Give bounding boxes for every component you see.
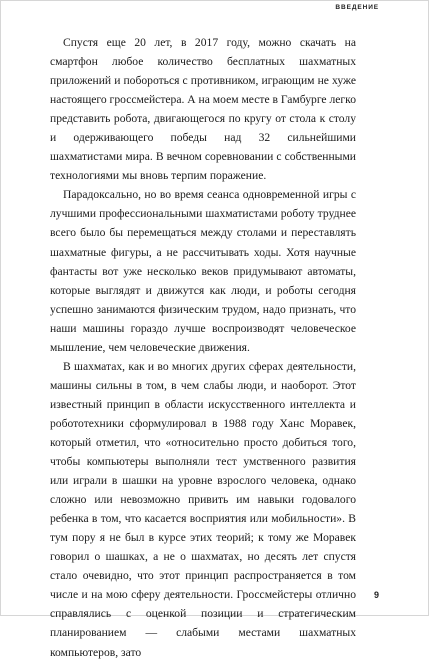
paragraph-2: Парадоксально, но во время сеанса одновременной игры с лучшими профессиональными шахматистами роботу труднее всего было бы перемещаться между столами и переставлять шахматные фигуры, а не рассчитывать ходы. Хотя научные фантасты вот уже несколько веков придумывают автоматы, которые выглядят и движутся как люди, и роботы сегодня успешно занимаются физическим трудом, надо признать, что наши машины гораздо лучше воспроизводят человеческое мышление, чем человеческие движения.: [50, 188, 356, 354]
running-head: ВВЕДЕНИЕ: [335, 4, 379, 11]
paragraph-3: В шахматах, как и во многих других сферах деятельности, машины сильны в том, в чем слабы люди, и наоборот. Этот известный принцип в области искусственного интеллекта и робототехники сформулировал в 1988 году Ханс Моравек, который отметил, что «относительно просто добиться того, чтобы компьютеры выполняли тест умственного развития или играли в шашки на уровне взрослого человека, однако сложно или невозможно привить им навыки годовалого ребенка в том, что касается восприятия или мобильности». В тум пору я не был в курсе этих теорий; к тому же Моравек говорил о шашках, а не о шахматах, но десять лет спустя стало очевидно, что этот принцип распространяется в том числе и на мою сферу деятельности. Гроссмейстеры отлично справлялись с оценкой позиции и стратегическим планированием — слабыми местами шахматных компьютеров, зато: [50, 359, 356, 659]
paragraph-1: Спустя еще 20 лет, в 2017 году, можно скачать на смартфон любое количество бесплатных шахматных приложений и побороться с противником, играющим не хуже настоящего гроссмейстера. А на моем месте в Гамбурге легко представить робота, двигающегося по кругу от стола к столу и одерживающего победы над 32 сильнейшими шахматистами мира. В вечном соревновании с собственными технологиями мы вновь терпим поражение.: [50, 36, 356, 183]
body-text: [50, 33, 356, 662]
page-number: 9: [373, 590, 379, 600]
